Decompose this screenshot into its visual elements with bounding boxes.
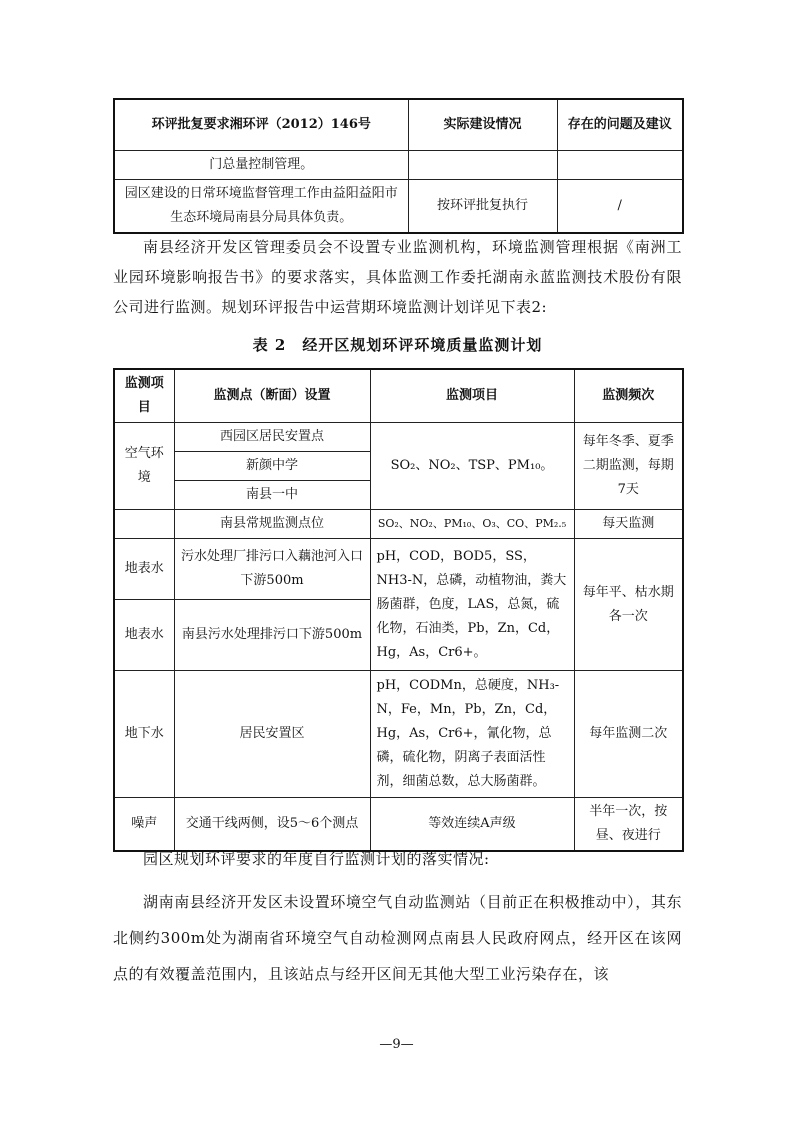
category-cell: 地表水 (114, 539, 174, 600)
table-cell: pH，COD，BOD5，SS，NH3-N，总磷，动植物油，粪大肠菌群，色度，LAS，总氮，硫化物，石油类，Pb，Zn，Cd，Hg，As，Cr6+。 (370, 539, 574, 671)
table-cell: 园区建设的日常环境监督管理工作由益阳益阳市生态环境局南县分局具体负责。 (114, 180, 408, 234)
body-paragraph: 园区规划环评要求的年度自行监测计划的落实情况: (143, 850, 490, 868)
table-cell: 南县污水处理排污口下游500m (174, 600, 370, 671)
table-row (114, 180, 683, 234)
body-paragraph: 南县经济开发区管理委员会不设置专业监测机构，环境监测管理根据《南洲工业园环境影响报告书》的要求落实，具体监测工作委托湖南永蓝监测技术股份有限公司进行监测。规划环评报告中运营期环境监测计划详见下表2: (113, 238, 682, 316)
table-cell: 西园区居民安置点 (174, 423, 370, 452)
category-cell: 地下水 (114, 671, 174, 798)
table-cell: 南县一中 (174, 481, 370, 510)
category-cell: 地表水 (114, 600, 174, 671)
approval-table (113, 98, 684, 234)
table-header-row (114, 369, 683, 423)
table-cell: pH，CODMn，总硬度，NH₃-N，Fe，Mn，Pb，Zn，Cd，Hg，As，Cr6+，氰化物，总磷，硫化物，阴离子表面活性剂，细菌总数，总大肠菌群。 (370, 671, 574, 798)
table-header: 环评批复要求湘环评（2012）146号 (114, 99, 408, 151)
table-header: 实际建设情况 (408, 99, 557, 151)
table-cell: 南县常规监测点位 (174, 510, 370, 539)
table-header: 监测项目 (114, 369, 174, 423)
page-number: —9— (379, 1037, 414, 1052)
monitoring-plan-table (113, 368, 684, 852)
table-cell: 门总量控制管理。 (114, 151, 408, 180)
category-cell: 空气环境 (114, 423, 174, 510)
table-cell: 半年一次，按昼、夜进行 (574, 798, 683, 852)
table-cell: 新颜中学 (174, 452, 370, 481)
table-cell (114, 510, 174, 539)
table-cell: 污水处理厂排污口入藕池河入口下游500m (174, 539, 370, 600)
table-cell: 每年冬季、夏季二期监测，每期7天 (574, 423, 683, 510)
table-cell (557, 151, 683, 180)
category-cell: 噪声 (114, 798, 174, 852)
table-header: 存在的问题及建议 (557, 99, 683, 151)
table-cell: 等效连续A声级 (370, 798, 574, 852)
table-cell: / (557, 180, 683, 234)
table-row (114, 798, 683, 852)
table-row (114, 671, 683, 798)
table-cell: 每年监测二次 (574, 671, 683, 798)
table-header: 监测频次 (574, 369, 683, 423)
table-cell: SO₂、NO₂、PM₁₀、O₃、CO、PM₂.₅ (370, 510, 574, 539)
table-row (114, 539, 683, 600)
body-paragraph: 湖南南县经济开发区未设置环境空气自动监测站（目前正在积极推动中），其东北侧约300m处为湖南省环境空气自动检测网点南县人民政府网点，经开区在该网点的有效覆盖范围内，且该站点与经开区间无其他大型工业污染存在，该 (113, 893, 682, 983)
table-cell: 按环评批复执行 (408, 180, 557, 234)
table-cell: 每年平、枯水期各一次 (574, 539, 683, 671)
table-cell: 居民安置区 (174, 671, 370, 798)
table-caption: 表 2 经开区规划环评环境质量监测计划 (252, 336, 543, 354)
table-header-row (114, 99, 683, 151)
table-row (114, 151, 683, 180)
table-cell: 每天监测 (574, 510, 683, 539)
table-row (114, 510, 683, 539)
table-header: 监测点（断面）设置 (174, 369, 370, 423)
table-header: 监测项目 (370, 369, 574, 423)
table-row (114, 423, 683, 452)
table-cell: SO₂、NO₂、TSP、PM₁₀。 (370, 423, 574, 510)
table-cell (408, 151, 557, 180)
table-cell: 交通干线两侧，设5～6个测点 (174, 798, 370, 852)
